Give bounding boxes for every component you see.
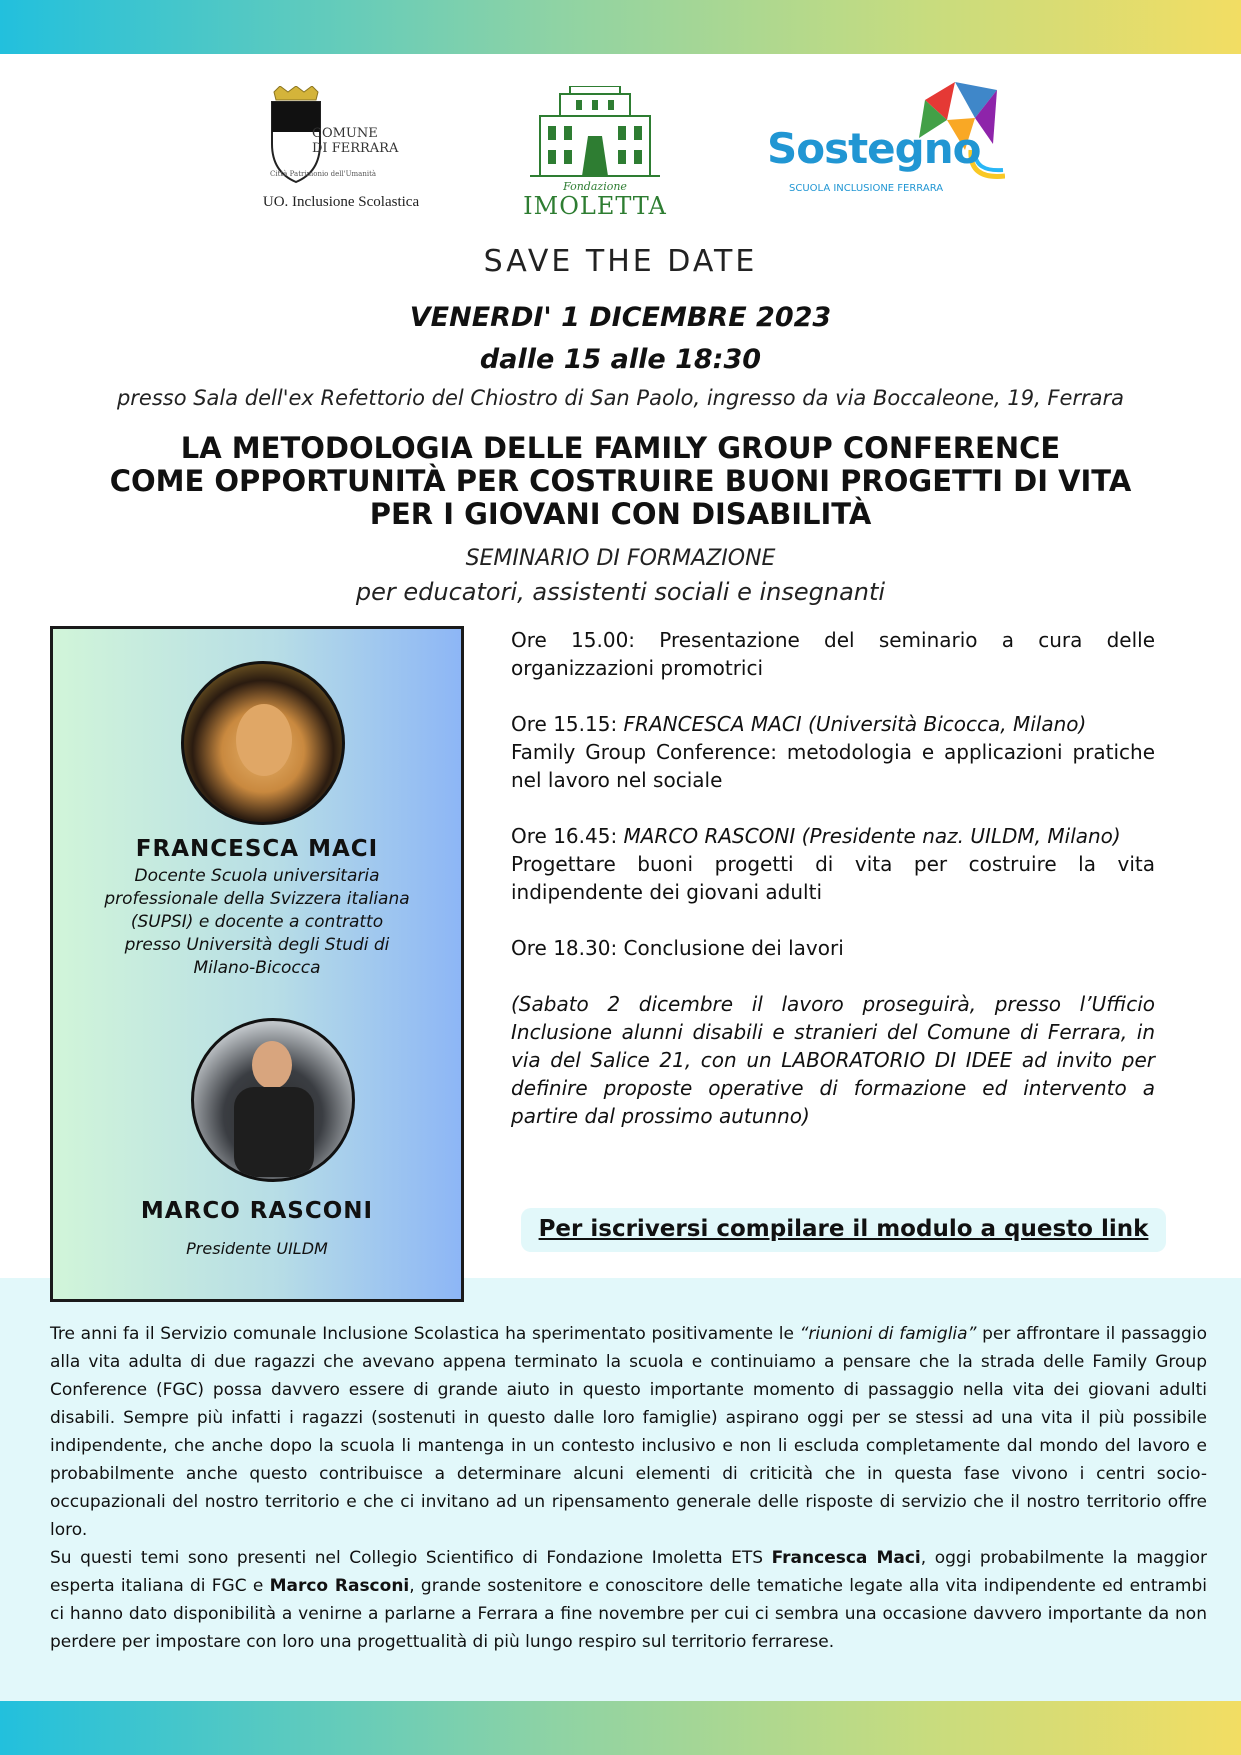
description <box>50 1320 1207 1656</box>
sostegno-name: Sostegno <box>767 124 981 173</box>
logo-sostegno <box>765 80 1005 200</box>
role-line: Docente Scuola universitaria <box>134 866 380 886</box>
text-run: Marco Rasconi <box>269 1576 410 1596</box>
program-desc: Family Group Conference: metodologia e applicazioni pratiche nel lavoro nel sociale <box>511 740 1155 792</box>
text-run: , oggi probabilmente la maggior esperta italiana di FGC e <box>50 1548 1207 1596</box>
imoletta-fondazione: Fondazione <box>563 180 627 193</box>
program-item: Ore 15.00: Presentazione del seminario a cura delle organizzazioni promotrici <box>511 628 1155 680</box>
program-time: Ore 15.15: <box>511 712 624 736</box>
program-schedule <box>511 626 1155 1158</box>
text-run: “riunioni di famiglia” <box>799 1324 977 1344</box>
registration-link[interactable]: Per iscriversi compilare il modulo a questo link <box>538 1216 1149 1242</box>
text-run: Francesca Maci <box>771 1548 921 1568</box>
title-line-1: LA METODOLOGIA DELLE FAMILY GROUP CONFERENCE <box>180 431 1061 465</box>
text-run: per affrontare il passaggio alla vita adulta di due ragazzi che avevano appena terminato la scuola e continuiamo a pensare che la strada delle Family Group Conference (FGC) possa davvero essere di grande aiuto in questo importante momento di passaggio nella vita dei giovani adulti disabili. Sempre più infatti i ragazzi (sostenuti in questo dalle loro famiglie) aspirano oggi per se stessi ad una vita il più possibile indipendente, che anche dopo la scuola li mantenga in un contesto inclusivo e non li escluda completamente dal mondo del lavoro e probabilmente anche questo contribuisce a determinare alcuni elementi di criticità che in questa fase vivono i centri socio-occupazionali del nostro territorio e che ci invitano ad un ripensamento generale delle risposte di servizio che il nostro territorio offre loro. <box>50 1324 1207 1540</box>
avatar-francesca-maci <box>181 661 345 825</box>
speakers-card <box>50 626 464 1302</box>
text-run: Su questi temi sono presenti nel Collegio Scientifico di Fondazione Imoletta ETS <box>50 1548 772 1568</box>
event-time: dalle 15 alle 18:30 <box>479 344 762 375</box>
top-gradient-band <box>0 0 1241 54</box>
speaker-role-2: Presidente UILDM <box>186 1239 328 1258</box>
role-line: (SUPSI) e docente a contratto <box>130 912 384 932</box>
description-paragraph <box>50 1320 1207 1544</box>
avatar-marco-rasconi <box>191 1018 355 1182</box>
text-run: , grande sostenitore e conoscitore delle tematiche legate alla vita indipendente ed entrambi ci hanno dato disponibilità a venirne a parlarne a Ferrara a fine novembre per cui ci sembra una occasione davvero importante da non perdere per impostare con loro una progettualità di più lungo respiro sul territorio ferrarese. <box>50 1576 1207 1652</box>
ferrara-line2: DI FERRARA <box>312 141 399 156</box>
speaker-role-1 <box>63 865 451 980</box>
role-line: presso Università degli Studi di <box>124 935 390 955</box>
sostegno-subtitle: SCUOLA INCLUSIONE FERRARA <box>789 183 944 194</box>
program-time: Ore 16.45: <box>511 824 624 848</box>
role-line: professionale della Svizzera italiana <box>104 889 410 909</box>
audience-label: per educatori, assistenti sociali e insegnanti <box>355 578 886 606</box>
ferrara-line1: COMUNE <box>312 126 378 141</box>
event-venue: presso Sala dell'ex Refettorio del Chiostro di San Paolo, ingresso da via Boccaleone, 19, Ferrara <box>116 386 1125 410</box>
logo-fondazione-imoletta <box>520 86 670 220</box>
speaker-name-1: FRANCESCA MACI <box>135 836 379 862</box>
text-run: Tre anni fa il Servizio comunale Inclusione Scolastica ha sperimentato positivamente le <box>50 1324 800 1344</box>
ferrara-caption: UO. Inclusione Scolastica <box>262 194 420 210</box>
ferrara-subtitle: Città Patrimonio dell'Umanità <box>270 170 377 178</box>
title-line-2: COME OPPORTUNITÀ PER COSTRUIRE BUONI PROGETTI DI VITA <box>109 464 1132 498</box>
description-paragraph <box>50 1544 1207 1656</box>
imoletta-name: IMOLETTA <box>523 192 667 220</box>
event-date: VENERDI' 1 DICEMBRE 2023 <box>409 302 832 333</box>
program-item: Ore 18.30: Conclusione dei lavori <box>511 936 844 960</box>
role-line: Milano-Bicocca <box>193 958 321 978</box>
program-speaker: FRANCESCA MACI (Università Bicocca, Milano) <box>623 712 1087 736</box>
program-item <box>511 710 1155 794</box>
program-item <box>511 822 1155 906</box>
speaker-name-2: MARCO RASCONI <box>140 1198 374 1224</box>
seminar-label: SEMINARIO DI FORMAZIONE <box>465 546 776 571</box>
program-note: (Sabato 2 dicembre il lavoro proseguirà, presso l’Ufficio Inclusione alunni disabili e stranieri del Comune di Ferrara, in via del Salice 21, con un LABORATORIO DI IDEE ad invito per definire proposte operative di formazione ed intervento a partire dal prossimo autunno) <box>511 992 1155 1128</box>
program-speaker: MARCO RASCONI (Presidente naz. UILDM, Milano) <box>623 824 1121 848</box>
imoletta-building-icon <box>520 86 670 181</box>
bottom-gradient-band <box>0 1701 1241 1755</box>
event-title <box>0 432 1241 531</box>
registration-box <box>521 1208 1166 1252</box>
title-line-3: PER I GIOVANI CON DISABILITÀ <box>369 497 872 531</box>
save-the-date: SAVE THE DATE <box>483 244 758 279</box>
program-desc: Progettare buoni progetti di vita per costruire la vita indipendente dei giovani adulti <box>511 852 1155 904</box>
logo-comune-ferrara <box>246 86 436 216</box>
